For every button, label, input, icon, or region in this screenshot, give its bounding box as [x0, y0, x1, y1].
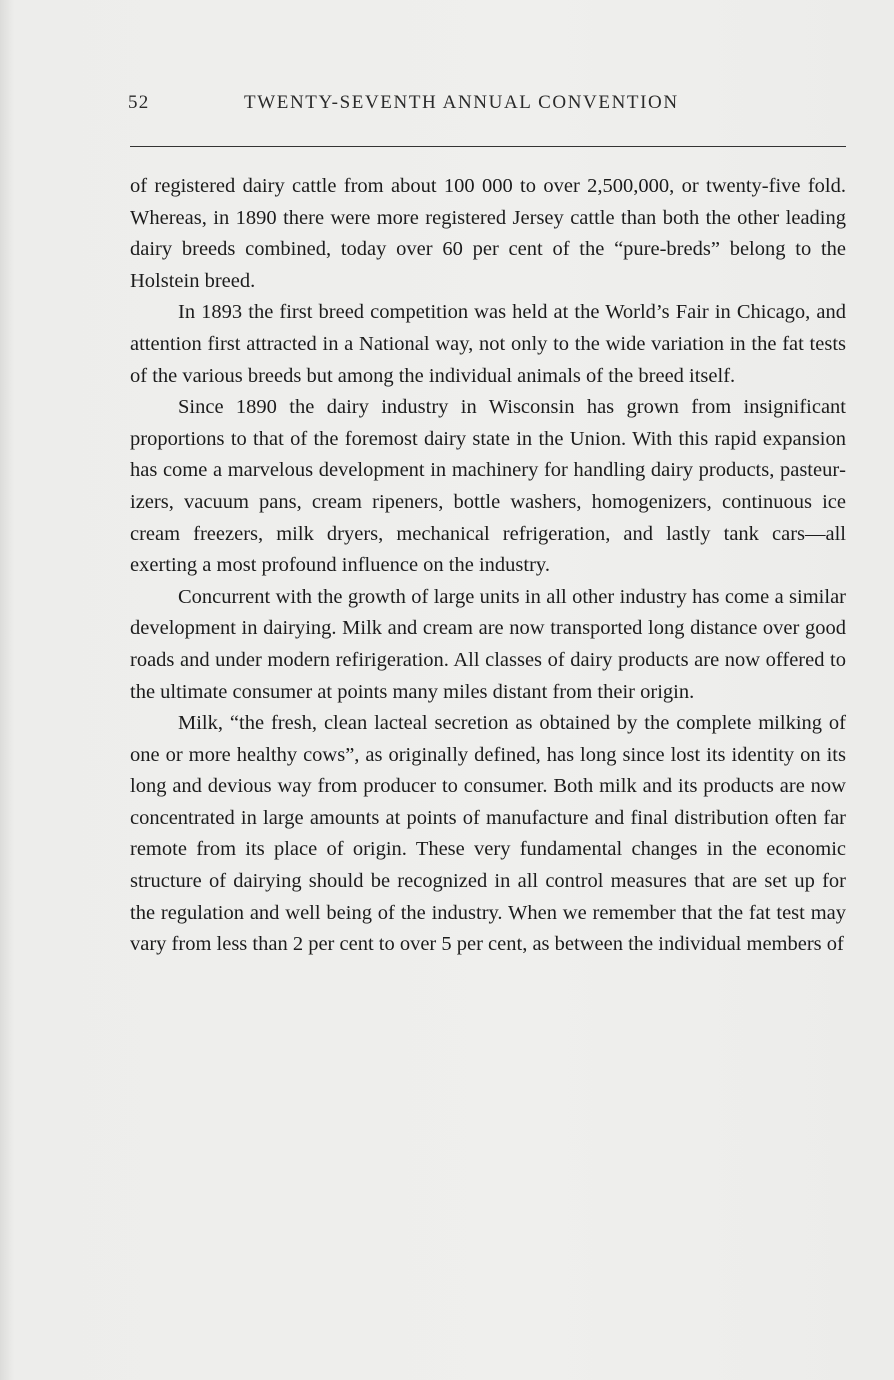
paragraph: Concurrent with the growth of large units in all other industry has come a similar development in dairying. Milk and cream are now transported long distance over good roads and under modern refirigeration. All classes of dairy products are now offered to the ultimate consumer at points many miles distant from their origin.	[130, 585, 846, 703]
running-head: TWENTY-SEVENTH ANNUAL CONVENTION	[244, 92, 679, 113]
paragraph: Since 1890 the dairy industry in Wisconsin has grown from insignificant proportions to that of the foremost dairy state in the Union. With this rapid expansion has come a marvelous development in machinery for handling dairy products, pasteurizers, vacuum pans, cream ripeners, bottle washers, homogenizers, continuous ice cream freezers, milk dryers, mechanical refrigeration, and lastly tank cars—all exerting a most profound influence on the industry.	[130, 396, 846, 577]
header-rule	[130, 146, 846, 147]
page-number: 52	[128, 92, 150, 113]
body-text	[130, 171, 846, 961]
paragraph: of registered dairy cattle from about 100 000 to over 2,500,000, or twenty-five fold. Whereas, in 1890 there were more registered Jersey cattle than both the other leading dairy breeds combined, today over 60 per cent of the “pure-breds” belong to the Holstein breed.	[130, 175, 846, 292]
page-header	[128, 92, 846, 122]
paragraph: In 1893 the first breed competition was held at the World’s Fair in Chicago, and attention first attracted in a National way, not only to the wide variation in the fat tests of the various breeds but among the individual animals of the breed itself.	[130, 301, 846, 387]
paragraph: Milk, “the fresh, clean lacteal secretion as obtained by the complete milking of one or more healthy cows”, as originally defined, has long since lost its identity on its long and devious way from producer to consumer. Both milk and its products are now concentrated in large amounts at points of manufacture and final distribution often far remote from its place of origin. These very fundamental changes in the economic structure of dairying should be recognized in all control measures that are set up for the regulation and well being of the industry. When we remember that the fat test may vary from less than 2 per cent to over 5 per cent, as between the individual members of	[130, 712, 846, 956]
